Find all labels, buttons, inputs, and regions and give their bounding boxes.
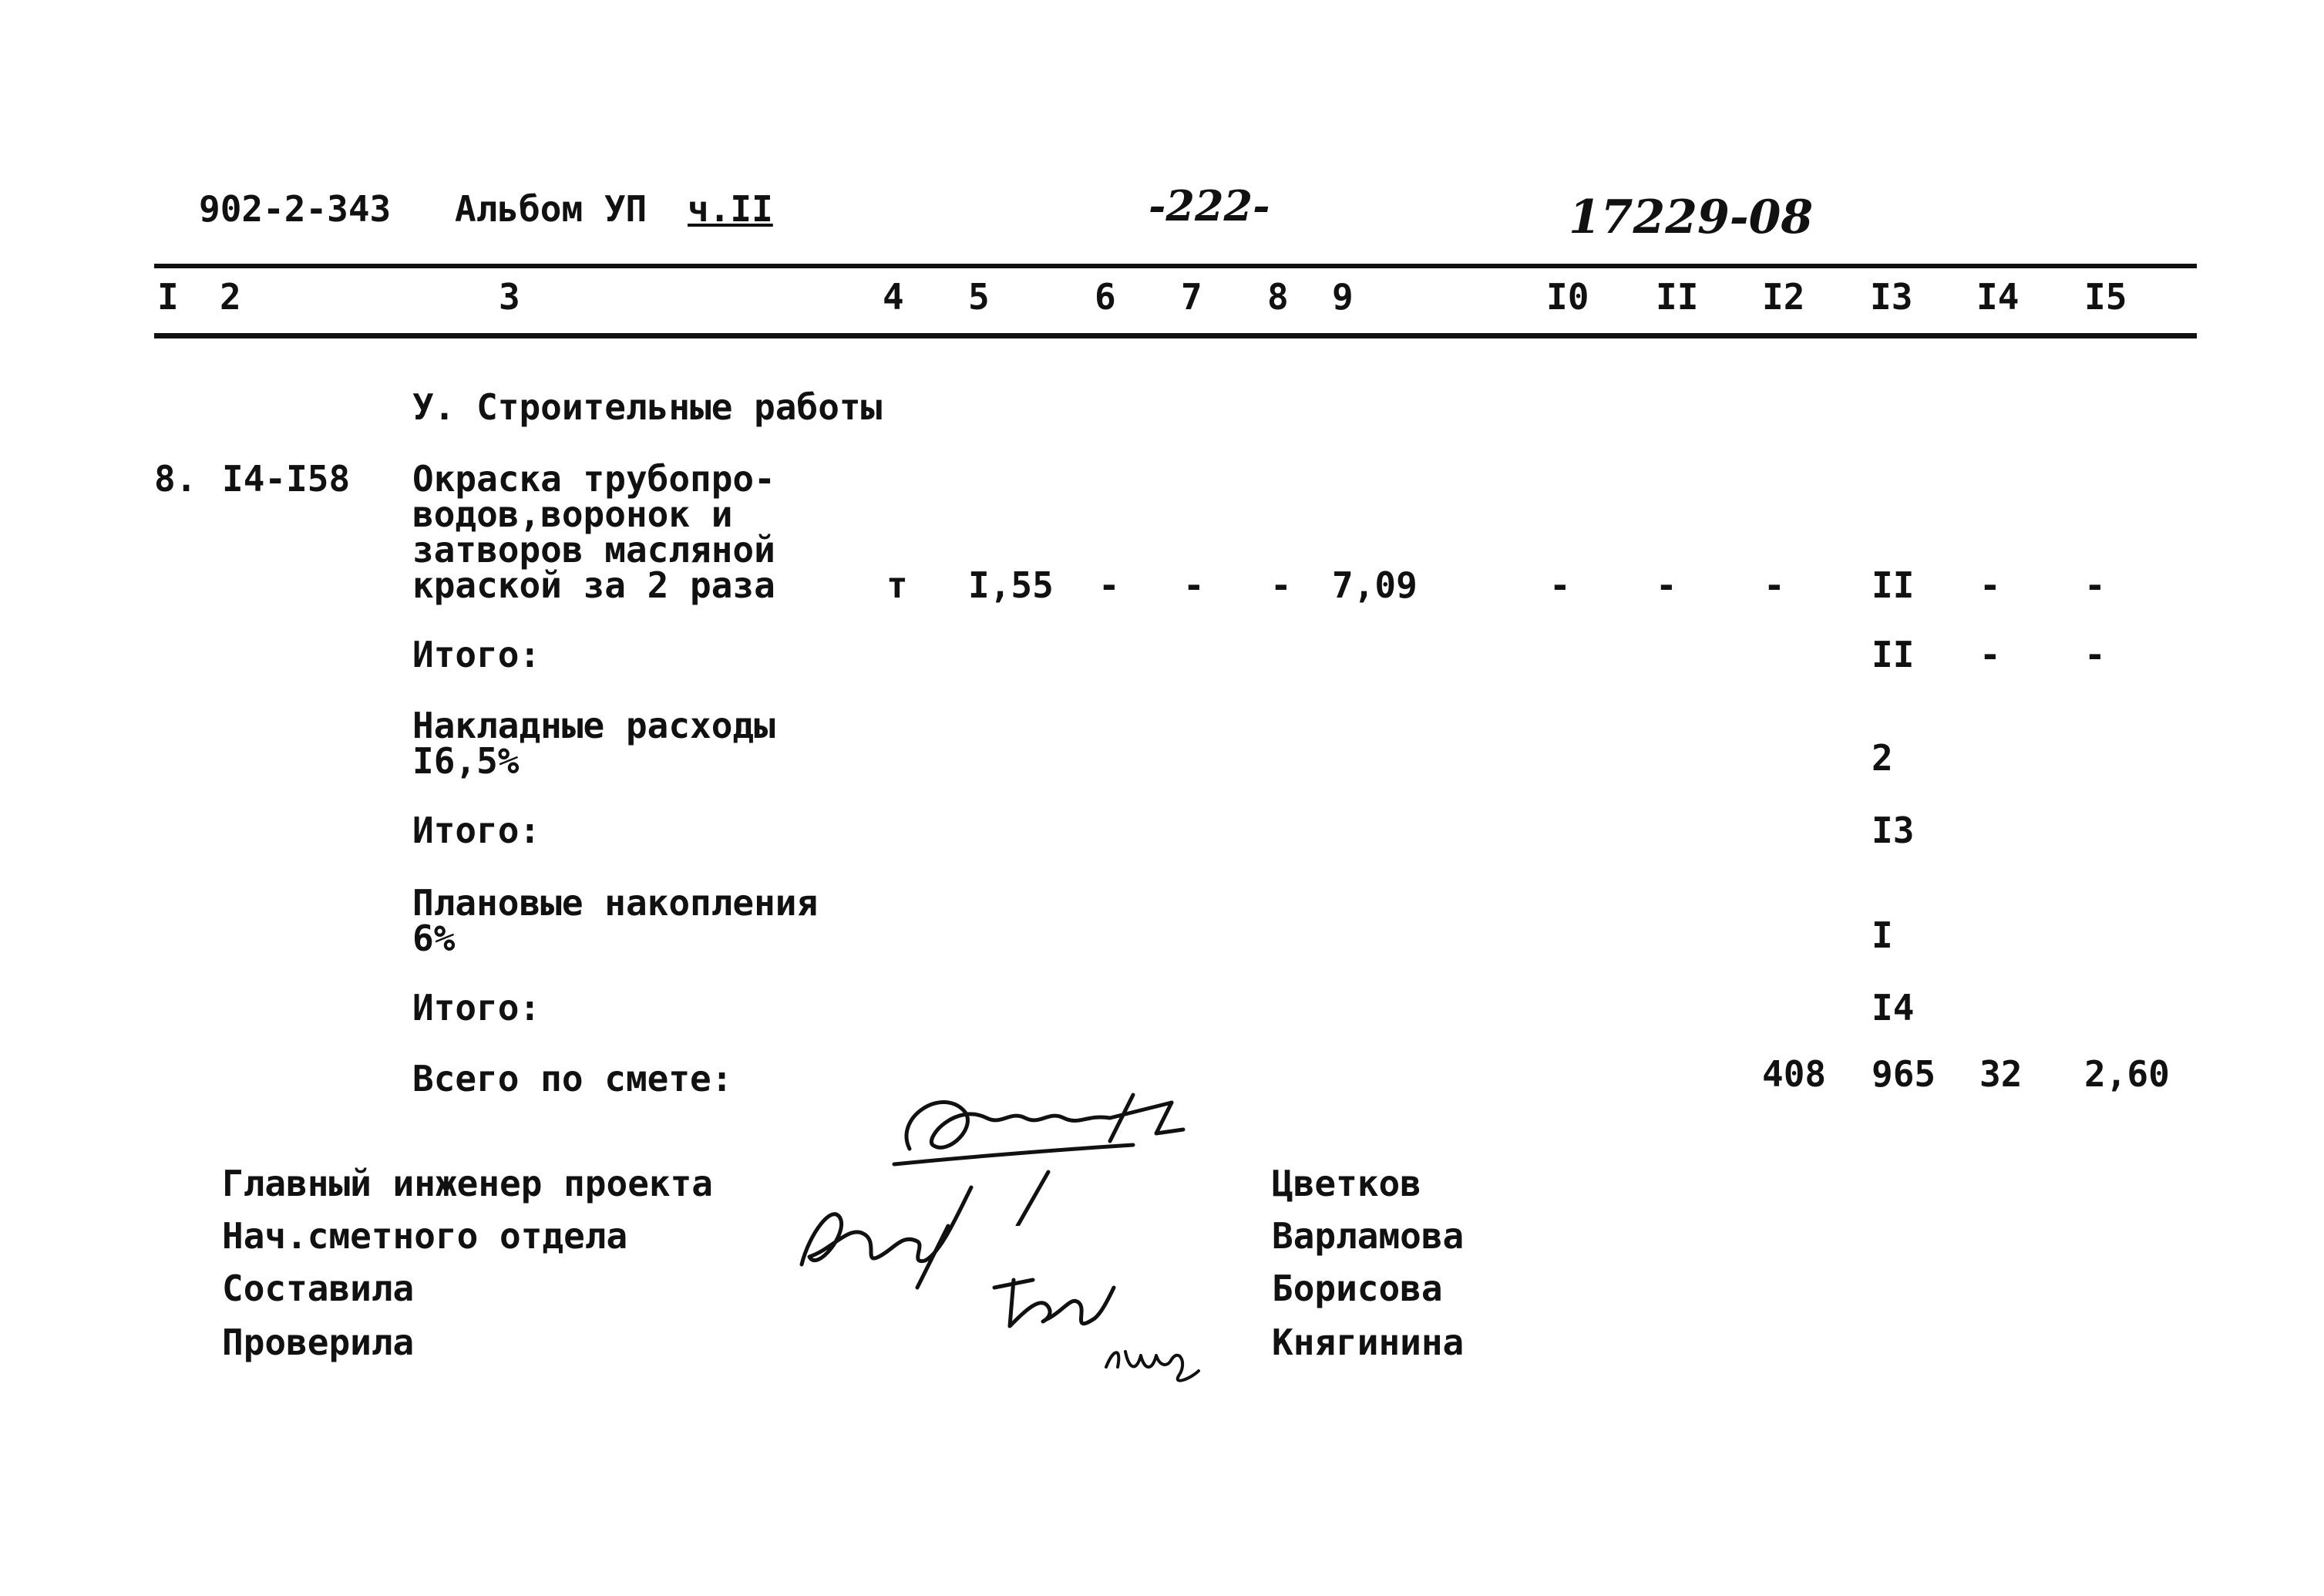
header-top-rule xyxy=(154,264,2197,268)
header-bottom-rule xyxy=(154,333,2197,338)
album-label: Альбом УП xyxy=(455,188,647,230)
handwritten-signature-compiler xyxy=(987,1264,1118,1349)
item-quantity: I,55 xyxy=(968,564,1054,606)
item-col15: - xyxy=(2084,564,2106,606)
description-line: водов,воронок и xyxy=(412,493,733,535)
grand-total-col14: 32 xyxy=(1979,1053,2023,1095)
signature-name: Борисова xyxy=(1272,1268,1443,1309)
planned-line: Плановые накопления xyxy=(412,882,819,924)
item-description xyxy=(412,458,775,606)
subtotal-col13: II xyxy=(1872,634,1915,675)
subtotal-col13: I3 xyxy=(1872,810,1915,851)
subtotal-col15: - xyxy=(2084,634,2106,675)
signature-role: Нач.сметного отдела xyxy=(222,1215,628,1257)
col-header: 9 xyxy=(1332,276,1354,318)
description-line: краской за 2 раза xyxy=(412,564,775,606)
subtotal-col13: I4 xyxy=(1872,987,1915,1029)
signature-role: Главный инженер проекта xyxy=(222,1163,713,1204)
signature-name: Варламова xyxy=(1272,1215,1465,1257)
signature-role: Составила xyxy=(222,1268,415,1309)
item-col13: II xyxy=(1872,564,1915,606)
col-header: I4 xyxy=(1976,276,2020,318)
overhead-line: Накладные расходы xyxy=(412,705,775,746)
page-number: -222- xyxy=(1149,181,1270,231)
item-number: 8. xyxy=(154,458,197,500)
overhead-label xyxy=(412,705,775,782)
item-col11: - xyxy=(1656,564,1677,606)
planned-rate: 6% xyxy=(412,918,456,959)
overhead-rate: I6,5% xyxy=(412,740,520,782)
description-line: затворов масляной xyxy=(412,529,775,571)
col-header: 2 xyxy=(220,276,241,318)
subtotal-label: Итого: xyxy=(412,810,541,851)
planned-label xyxy=(412,882,819,959)
handwritten-signature-department-head xyxy=(794,1172,979,1295)
planned-col13: I xyxy=(1872,914,1893,956)
col-header: I0 xyxy=(1546,276,1589,318)
grand-total-col13: 965 xyxy=(1872,1053,1936,1095)
col-header: I xyxy=(157,276,179,318)
col-header: 5 xyxy=(968,276,990,318)
signature-role: Проверила xyxy=(222,1322,415,1363)
item-col10: - xyxy=(1549,564,1571,606)
col-header: 6 xyxy=(1095,276,1116,318)
subtotal-label: Итого: xyxy=(412,634,541,675)
col-header: 4 xyxy=(883,276,904,318)
signature-name: Княгинина xyxy=(1272,1322,1465,1363)
item-col6: - xyxy=(1098,564,1120,606)
description-line: Окраска трубопро- xyxy=(412,458,775,500)
col-header: 3 xyxy=(499,276,520,318)
section-title: У. Строительные работы xyxy=(412,386,883,428)
subtotal-col14: - xyxy=(1979,634,2001,675)
grand-total-col15: 2,60 xyxy=(2084,1053,2170,1095)
col-header: II xyxy=(1656,276,1699,318)
inventory-stamp: 17229-08 xyxy=(1569,190,1814,244)
col-header: 8 xyxy=(1267,276,1289,318)
item-col7: - xyxy=(1183,564,1205,606)
part-label: ч.II xyxy=(688,188,773,230)
col-header: I5 xyxy=(2084,276,2127,318)
col-header: I2 xyxy=(1762,276,1805,318)
col-header: 7 xyxy=(1181,276,1202,318)
item-col9: 7,09 xyxy=(1332,564,1418,606)
item-unit: т xyxy=(886,564,908,606)
grand-total-col12: 408 xyxy=(1762,1053,1827,1095)
col-header: I3 xyxy=(1870,276,1913,318)
item-col14: - xyxy=(1979,564,2001,606)
overhead-col13: 2 xyxy=(1872,737,1893,779)
item-code: I4-I58 xyxy=(222,458,351,500)
signature-name: Цветков xyxy=(1272,1163,1421,1204)
item-col8: - xyxy=(1270,564,1292,606)
item-col12: - xyxy=(1764,564,1785,606)
handwritten-signature-reviewer xyxy=(1102,1325,1202,1386)
subtotal-label: Итого: xyxy=(412,987,541,1029)
grand-total-label: Всего по смете: xyxy=(412,1058,733,1099)
doc-code: 902-2-343 xyxy=(199,188,392,230)
